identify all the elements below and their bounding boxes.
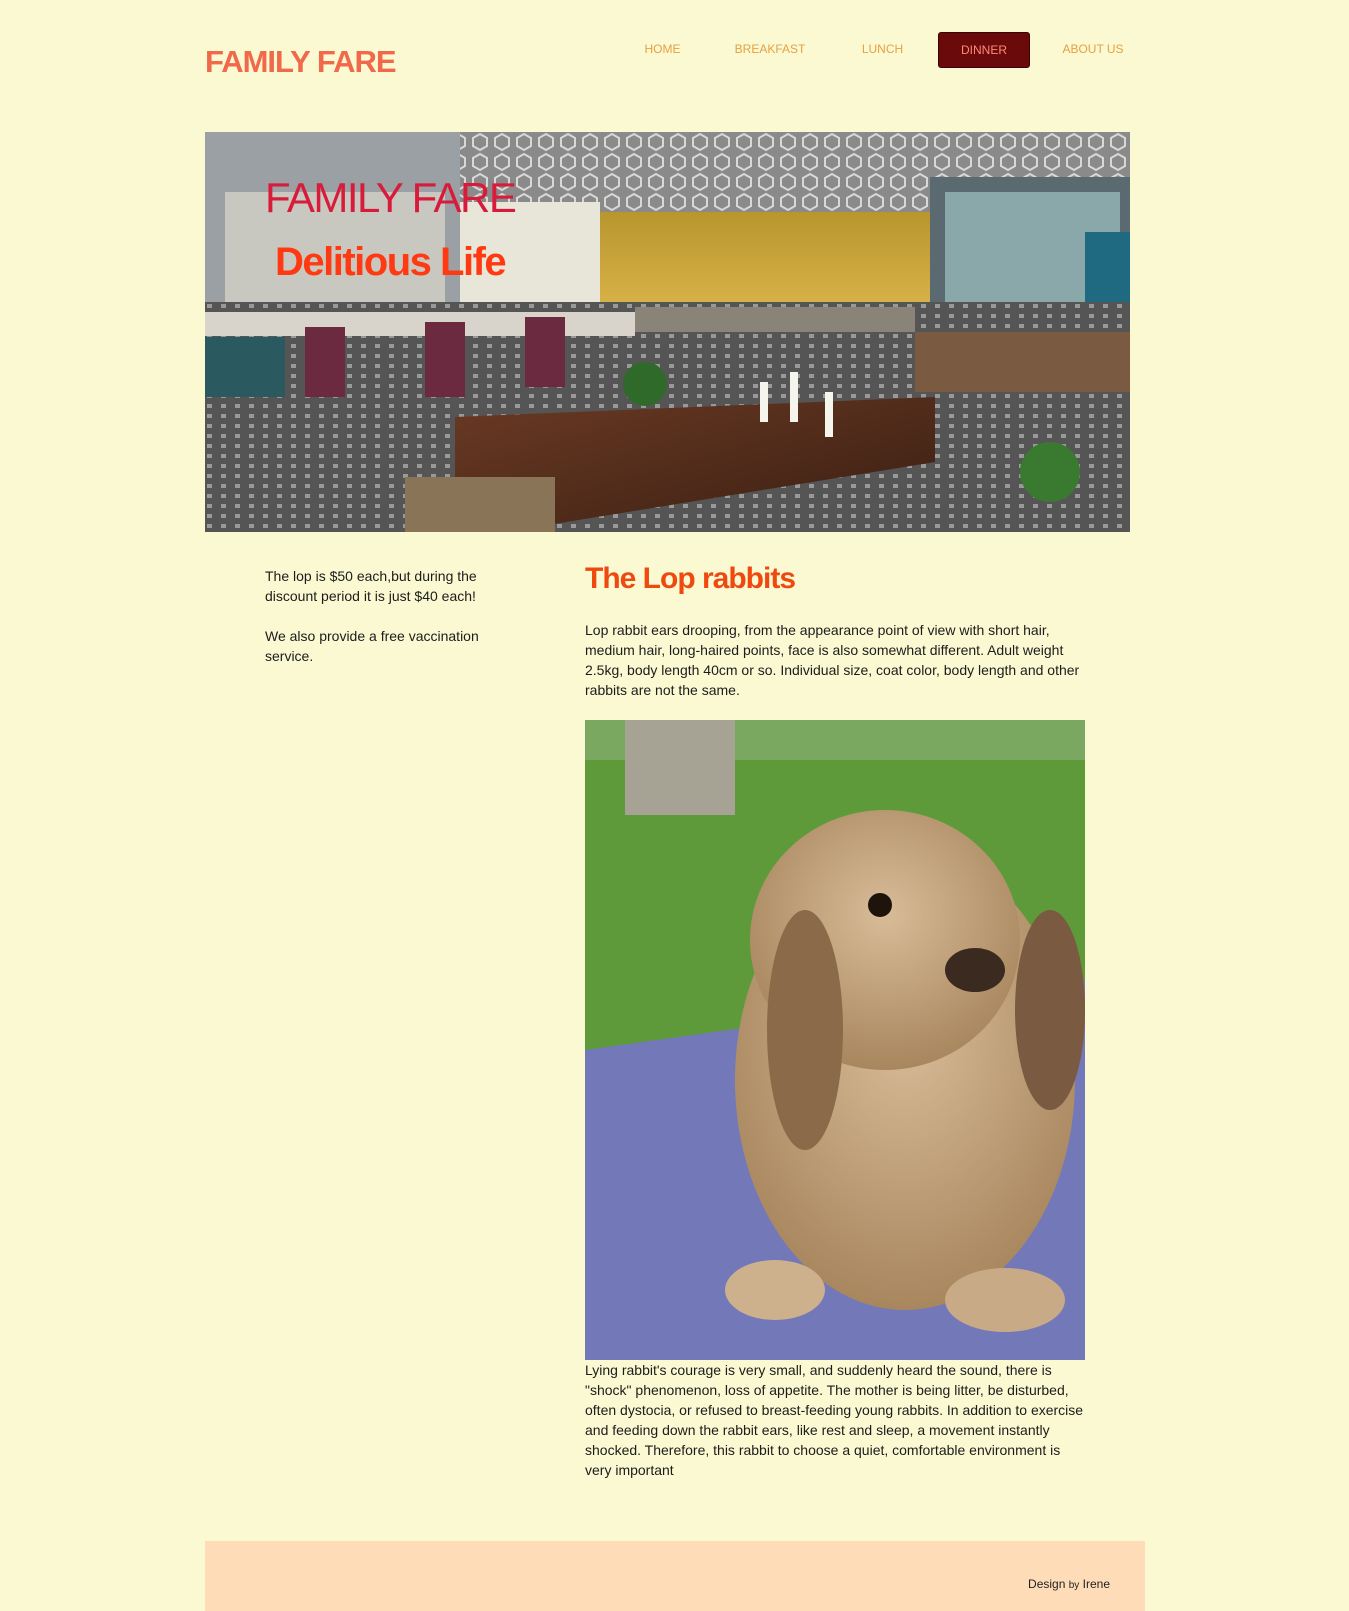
hero-title: FAMILY FARE [265,174,516,221]
nav-lunch[interactable]: LUNCH [861,42,904,56]
article-outro: Lying rabbit's courage is very small, and suddenly heard the sound, there is "shock" phenomenon, loss of appetite. The mother is being litter, be disturbed, often dystocia, or refused to breast-feeding young rabbits. In addition to exercise and feeding down the rabbit ears, like rest and sleep, a movement instantly shocked. Therefore, this rabbit to choose a quiet, comfortable environment is very important [585,1362,1084,1478]
hero-banner [205,132,1130,532]
credit-design: Design [1028,1577,1066,1591]
vaccination-note: We also provide a free vaccination service. [265,628,479,664]
hero-subtitle: Delitious Life [275,240,506,284]
site-logo[interactable]: FAMILY FARE [205,44,396,79]
article-intro: Lop rabbit ears drooping, from the appearance point of view with short hair, medium hair, long-haired points, face is also somewhat different. Adult weight 2.5kg, body length 40cm or so. Individual size, coat color, body length and other rabbits are not the same. [585,622,1080,698]
nav-home[interactable]: HOME [644,42,681,56]
design-credit [1028,1577,1110,1591]
article-heading: The Lop rabbits [585,562,795,595]
main-content [585,562,1085,698]
nav-about-us[interactable]: ABOUT US [1062,42,1124,56]
footer [205,1541,1145,1611]
credit-by: by [1068,1580,1080,1591]
price-note: The lop is $50 each,but during the discount period it is just $40 each! [265,568,477,604]
lop-rabbit-image [585,720,1085,1360]
main-nav [0,32,1349,66]
sidebar [265,566,505,686]
nav-breakfast[interactable]: BREAKFAST [734,42,806,56]
credit-author: Irene [1082,1577,1110,1591]
nav-dinner[interactable]: DINNER [938,32,1030,68]
